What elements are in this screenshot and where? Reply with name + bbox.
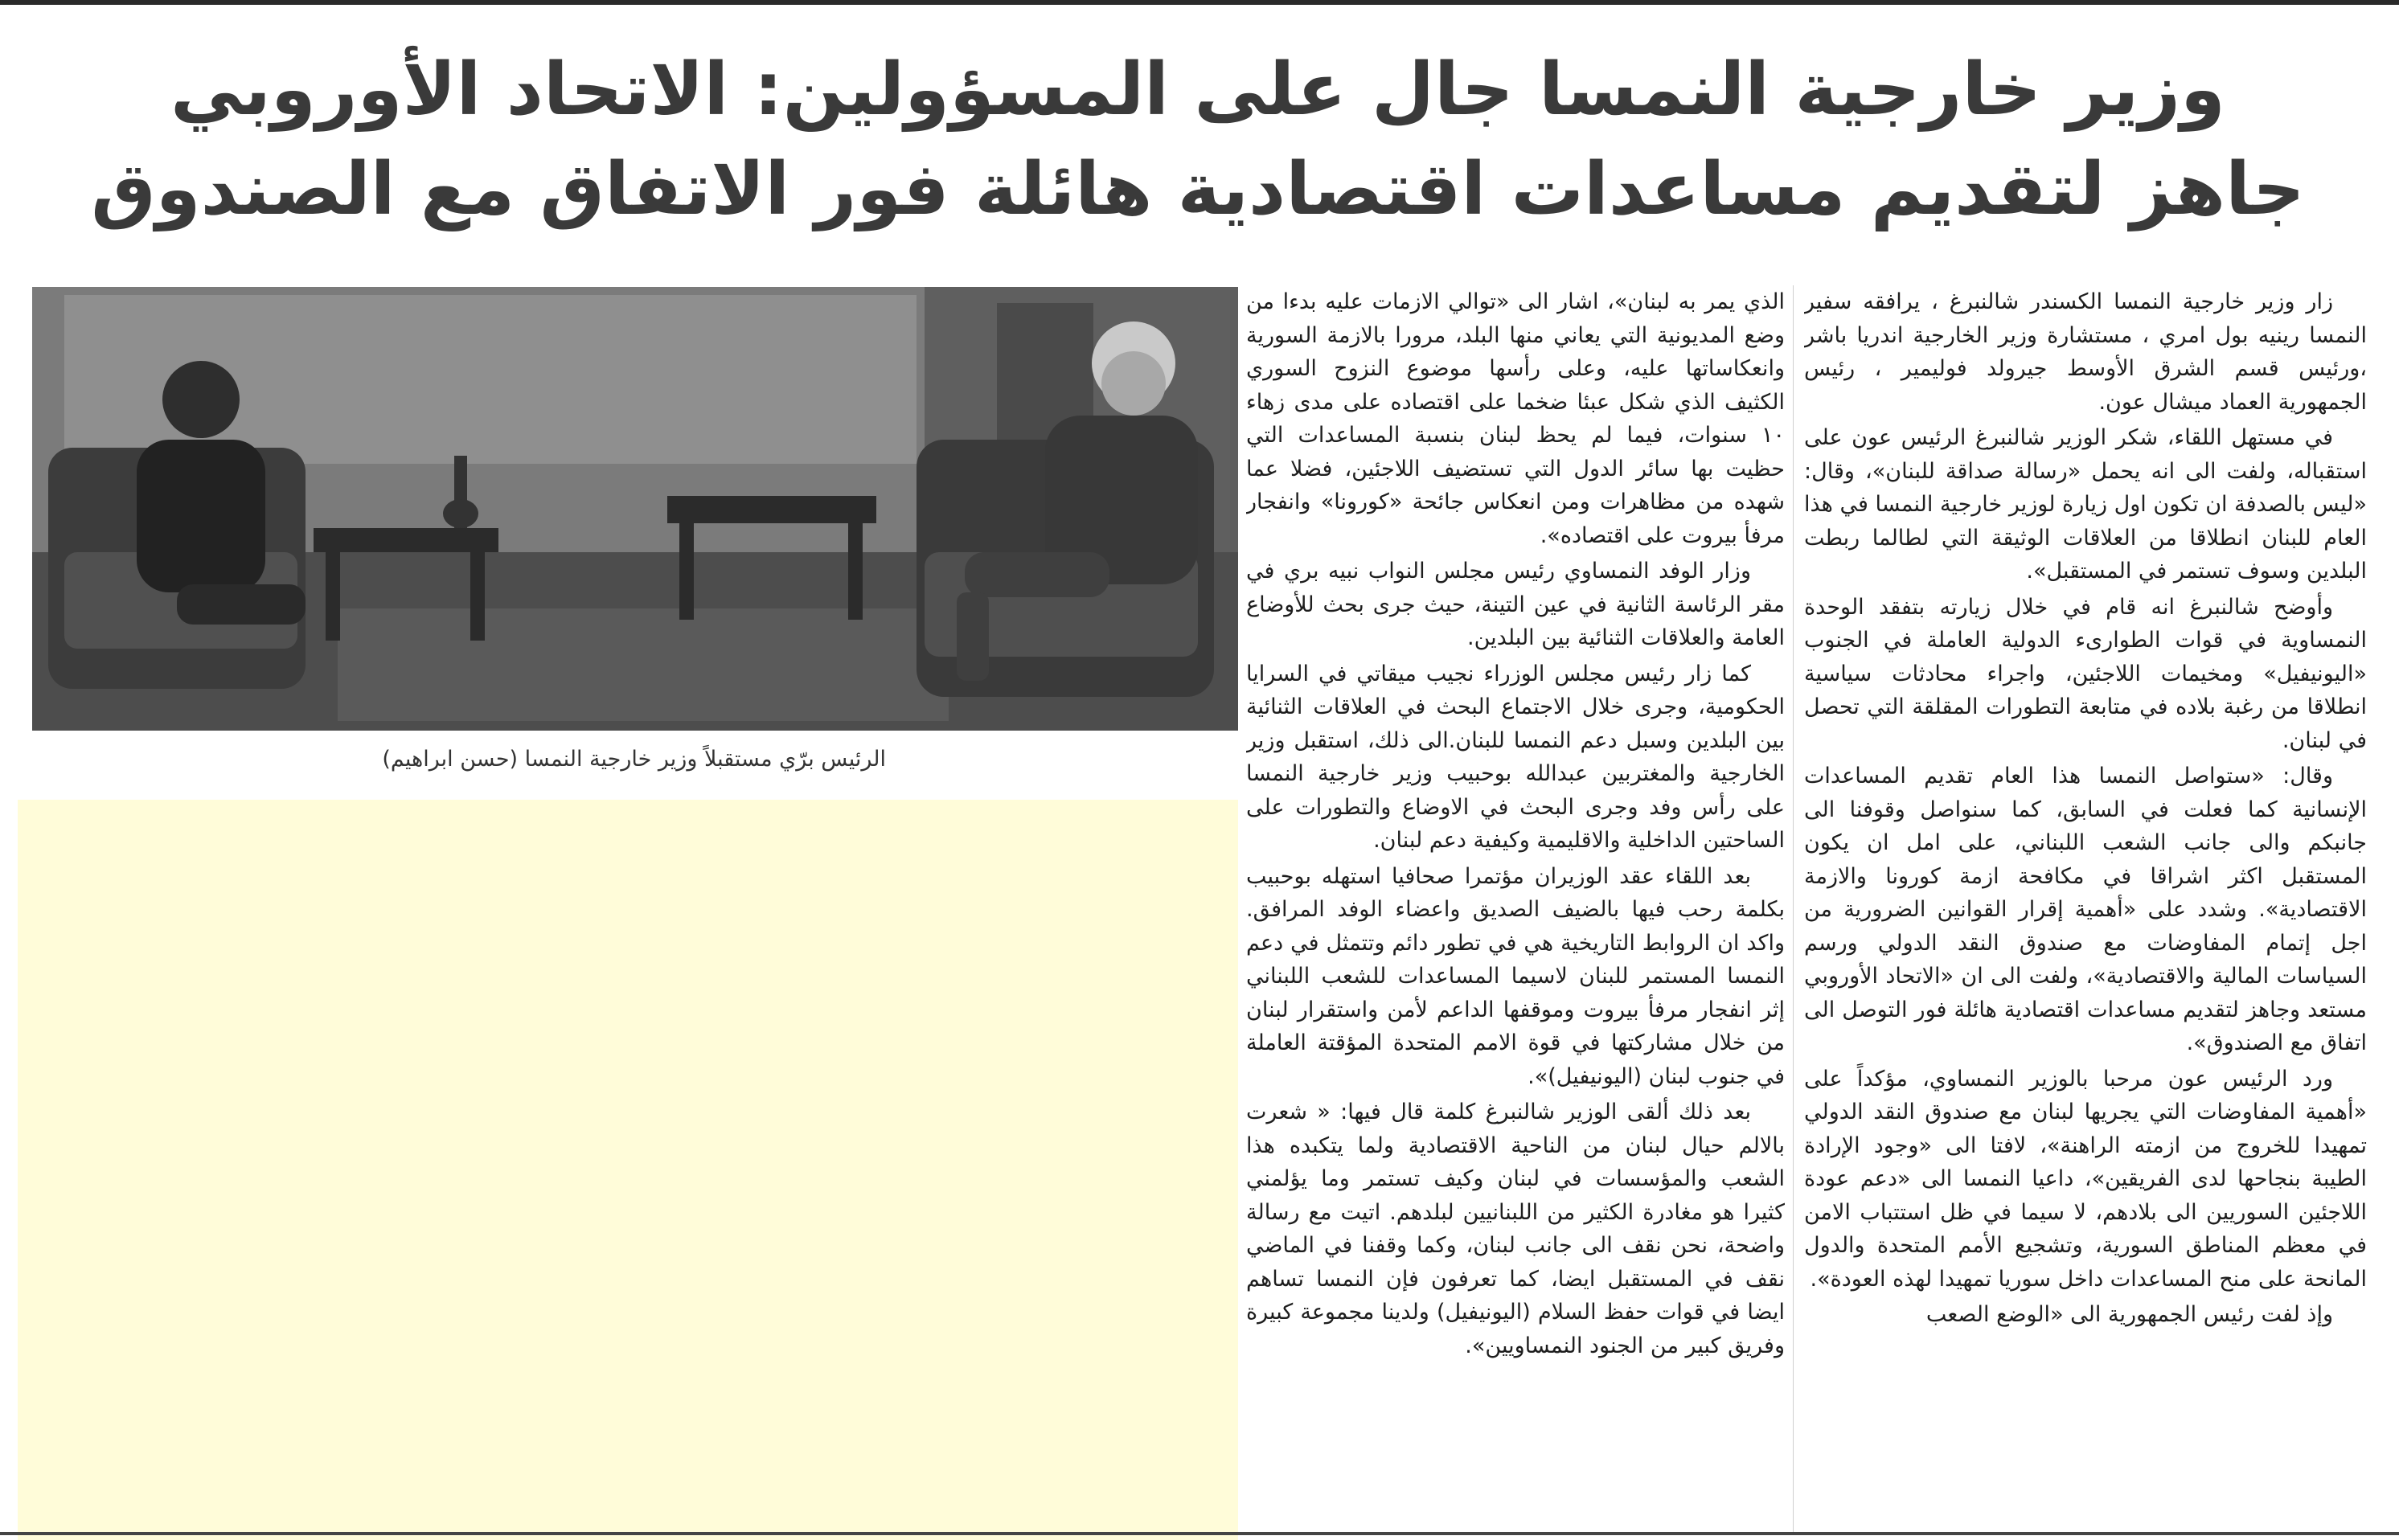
paragraph: زار وزير خارجية النمسا الكسندر شالنبرغ ، يرافقه سفير النمسا رينيه بول امري ، مستشارة وزير الخارجية اندريا باشر ،ورئيس قسم الشرق الأوسط جيرولد فوليمير ، رئيس الجمهورية العماد ميشال عون. bbox=[1804, 289, 2367, 415]
article-column-right bbox=[1804, 285, 2367, 1539]
article-column-left bbox=[1246, 285, 1785, 1539]
paragraph: وإذ لفت رئيس الجمهورية الى «الوضع الصعب bbox=[1925, 1302, 2333, 1327]
paragraph: بعد اللقاء عقد الوزيران مؤتمرا صحافيا استهله بوحبيب بكلمة رحب فيها بالضيف الصديق واعضاء الوفد المرافق. واكد ان الروابط التاريخية هي في تطور دائم وتتمثل في دعم النمسا المستمر للبنان لاسيما المساعدات للشعب اللبناني إثر انفجار مرفأ بيروت وموقفها الداعم لأمن واستقرار لبنان من خلال مشاركتها في قوة الامم المتحدة المؤقتة العاملة في جنوب لبنان (اليونيفيل)». bbox=[1246, 863, 1785, 1089]
bottom-rule bbox=[0, 1532, 2399, 1535]
paragraph: بعد ذلك ألقى الوزير شالنبرغ كلمة قال فيها: « شعرت بالالم حيال لبنان من الناحية الاقتصادية ولما يتكبده هذا الشعب والمؤسسات في لبنان وكيف تستمر وما يؤلمني كثيرا هو مغادرة الكثير من اللبنانيين لبلدهم. اتيت مع رسالة واضحة، نحن نقف الى جانب لبنان، وكما وقفنا في الماضي نقف في المستقبل ايضا، كما تعرفون فإن النمسا تساهم ايضا في قوات حفظ السلام (اليونيفيل) ولدينا مجموعة كبيرة وفريق كبير من الجنود النمساويين». bbox=[1246, 1100, 1785, 1358]
paragraph: في مستهل اللقاء، شكر الوزير شالنبرغ الرئيس عون على استقباله، ولفت الى انه يحمل «رسالة صداقة للبنان»، وقال: «ليس بالصدفة ان تكون اول زيارة لوزير خارجية النمسا في هذا العام للبنان انطلاقا من العلاقات الوثيقة التي لطالما ربطت البلدين وسوف تستمر في المستقبل». bbox=[1804, 425, 2367, 584]
headline bbox=[48, 40, 2348, 273]
photo-caption: الرئيس برّي مستقبلاً وزير خارجية النمسا (حسن ابراهيم) bbox=[382, 747, 886, 772]
photo-illustration bbox=[32, 287, 1238, 731]
paragraph: الذي يمر به لبنان»، اشار الى «توالي الازمات عليه بدءا من وضع المديونية التي يعاني منها البلد، مرورا بالازمة السورية وانعكاساتها عليه، وعلى رأسها موضوع النزوح السوري الكثيف الذي شكل عبئا ضخما على اقتصاده على مدى زهاء ١٠ سنوات، فيما لم يحظ لبنان بنسبة المساعدات التي حظيت بها سائر الدول التي تستضيف اللاجئين، فضلا عما شهده من مظاهرات ومن انعكاس جائحة «كورونا» وانفجار مرفأ بيروت على اقتصاده». bbox=[1246, 289, 1785, 548]
paragraph: وقال: «ستواصل النمسا هذا العام تقديم المساعدات الإنسانية كما فعلت في السابق، كما سنواصل وقوفنا الى جانبكم والى جانب الشعب اللبناني، على امل ان يكون المستقبل اكثر اشراقا في مكافحة ازمة كورونا والازمة الاقتصادية». وشدد على «أهمية إقرار القوانين الضرورية من اجل إتمام المفاوضات مع صندوق النقد الدولي ورسم السياسات المالية والاقتصادية»، ولفت الى ان «الاتحاد الأوروبي مستعد وجاهز لتقديم مساعدات اقتصادية هائلة فور التوصل الى اتفاق مع الصندوق». bbox=[1804, 764, 2367, 1055]
paragraph: وزار الوفد النمساوي رئيس مجلس النواب نبيه بري في مقر الرئاسة الثانية في عين التينة، حيث جرى بحث للأوضاع العامة والعلاقات الثنائية بين البلدين. bbox=[1246, 559, 1785, 650]
column-divider bbox=[1793, 285, 1794, 1535]
paragraph: ورد الرئيس عون مرحبا بالوزير النمساوي، مؤكداً على «أهمية المفاوضات التي يجريها لبنان مع صندوق النقد الدولي تمهيدا للخروج من ازمته الراهنة»، لافتا الى «وجود الإرادة الطيبة بنجاحها لدى الفريقين»، داعيا النمسا الى «دعم عودة اللاجئين السوريين الى بلادهم، لا سيما في ظل استتباب الامن في معظم المناطق السورية، وتشجيع الأمم المتحدة والدول المانحة على منح المساعدات داخل سوريا تمهيدا لهذه العودة». bbox=[1804, 1066, 2367, 1292]
highlighted-blank-area bbox=[18, 800, 1238, 1540]
paragraph: وأوضح شالنبرغ انه قام في خلال زيارته بتفقد الوحدة النمساوية في قوات الطوارىء الدولية العاملة في الجنوب «اليونيفيل» ومخيمات اللاجئين، واجراء محادثات سياسية انطلاقا من رغبة بلاده في متابعة التطورات المقلقة التي تحصل في لبنان. bbox=[1804, 594, 2367, 753]
top-rule bbox=[0, 0, 2399, 5]
paragraph: كما زار رئيس مجلس الوزراء نجيب ميقاتي في السرايا الحكومية، وجرى خلال الاجتماع البحث في العلاقات الثنائية بين البلدين وسبل دعم النمسا للبنان.الى ذلك، استقبل وزير الخارجية والمغتربين عبدالله بوحبيب وزير خارجية النمسا على رأس وفد وجرى البحث في الاوضاع والتطورات على الساحتين الداخلية والاقليمية وكيفية دعم لبنان. bbox=[1246, 661, 1785, 853]
headline-line-1: وزير خارجية النمسا جال على المسؤولين: الاتحاد الأوروبي bbox=[170, 47, 2225, 132]
news-photo bbox=[32, 287, 1238, 731]
headline-line-2: جاهز لتقديم مساعدات اقتصادية هائلة فور الاتفاق مع الصندوق bbox=[91, 147, 2305, 231]
